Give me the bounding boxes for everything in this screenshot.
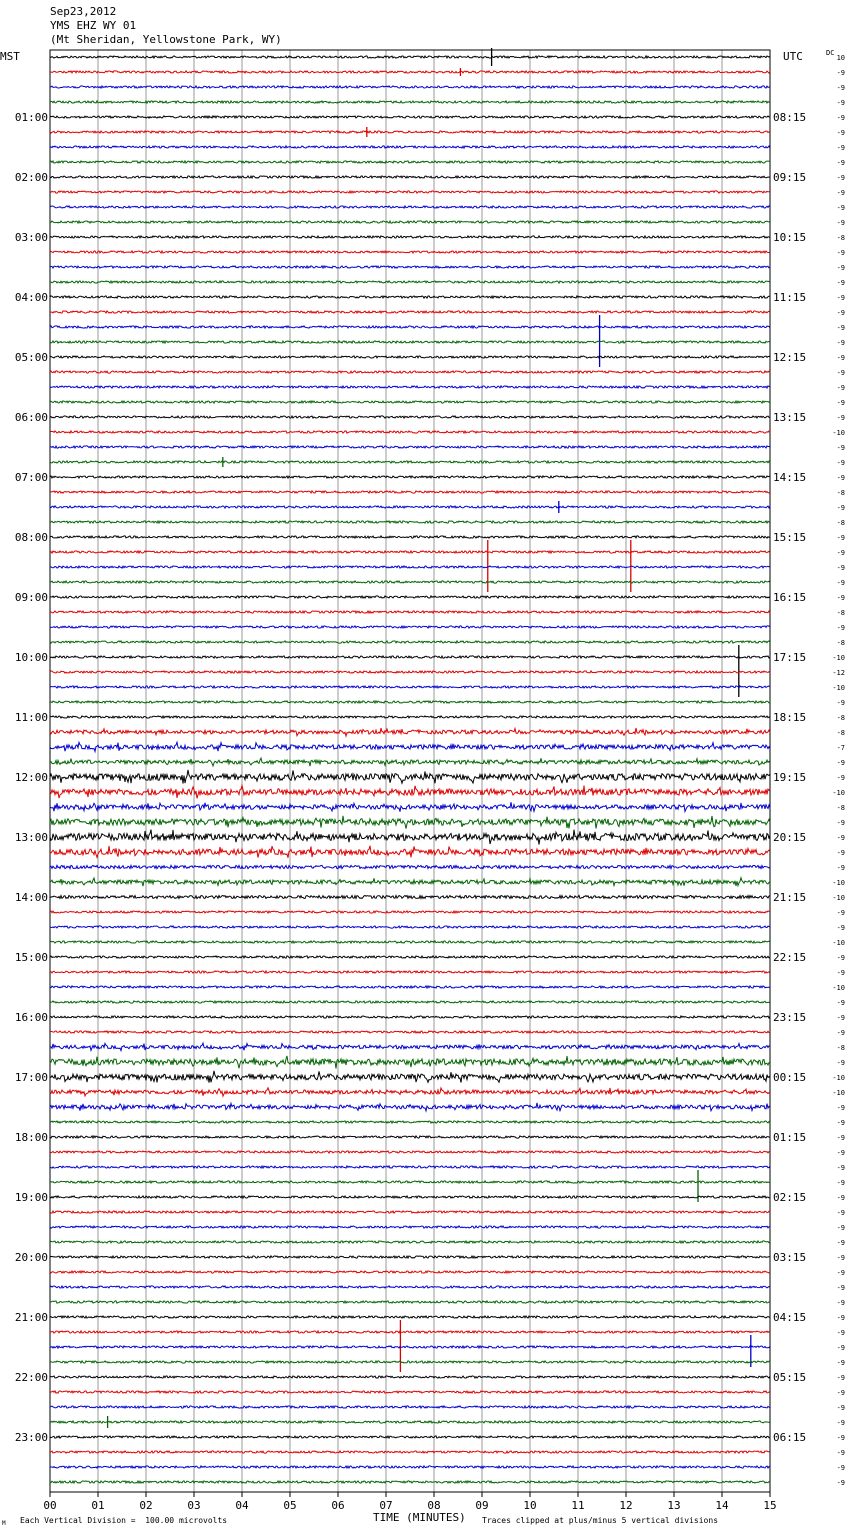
dc-offset-46: -7 [836,744,845,752]
x-tick-label-9: 09 [475,1499,489,1512]
trace-row-81 [50,1271,770,1273]
dc-offset-27: -9 [836,459,845,467]
utc-hour-label-7: 14:15 [773,471,807,484]
x-tick-label-10: 10 [523,1499,537,1512]
utc-hour-label-2: 09:15 [773,171,807,184]
dc-offset-20: -9 [836,354,845,362]
mst-hour-label-13: 13:00 [14,831,48,844]
utc-hour-label-1: 08:15 [773,111,807,124]
trace-row-4 [50,116,770,118]
mst-hour-label-16: 16:00 [14,1011,48,1024]
dc-offset-4: -9 [836,114,845,122]
trace-row-6 [50,146,770,148]
dc-offset-55: -10 [832,879,845,887]
dc-offset-56: -10 [832,894,845,902]
dc-offset-24: -9 [836,414,845,422]
dc-offset-49: -10 [832,789,845,797]
dc-offset-29: -8 [836,489,845,497]
trace-row-73 [50,1151,770,1153]
dc-offset-13: -9 [836,249,845,257]
trace-row-54 [50,865,770,868]
trace-row-93 [50,1451,770,1453]
trace-row-27 [50,461,770,463]
trace-row-21 [50,371,770,373]
dc-offset-47: -9 [836,759,845,767]
trace-row-12 [50,236,770,238]
left-timezone-label: MST [0,50,20,63]
dc-offset-5: -9 [836,129,845,137]
dc-offset-90: -9 [836,1404,845,1412]
trace-row-33 [50,551,770,553]
dc-offset-7: -9 [836,159,845,167]
utc-hour-label-18: 01:15 [773,1131,807,1144]
dc-offset-83: -9 [836,1299,845,1307]
trace-row-0 [50,56,770,58]
dc-offset-37: -8 [836,609,845,617]
dc-offset-54: -9 [836,864,845,872]
utc-hour-label-11: 18:15 [773,711,807,724]
utc-hour-label-23: 06:15 [773,1431,807,1444]
utc-hour-label-6: 13:15 [773,411,807,424]
trace-row-74 [50,1166,770,1168]
dc-offset-15: -9 [836,279,845,287]
trace-row-22 [50,386,770,388]
mst-hour-label-23: 23:00 [14,1431,48,1444]
trace-row-16 [50,296,770,298]
trace-row-50 [50,802,770,811]
trace-row-1 [50,71,770,73]
trace-row-69 [50,1088,770,1096]
trace-row-5 [50,131,770,133]
dc-offset-14: -9 [836,264,845,272]
dc-offset-1: -9 [836,69,845,77]
trace-row-94 [50,1466,770,1468]
utc-hour-label-4: 11:15 [773,291,807,304]
dc-offset-70: -9 [836,1104,845,1112]
trace-row-17 [50,311,770,313]
x-tick-label-0: 00 [43,1499,57,1512]
trace-row-92 [50,1436,770,1438]
dc-offset-61: -9 [836,969,845,977]
trace-row-9 [50,191,770,193]
trace-row-76 [50,1196,770,1198]
dc-offset-30: -9 [836,504,845,512]
trace-row-15 [50,281,770,283]
trace-row-24 [50,416,770,418]
mst-hour-label-3: 03:00 [14,231,48,244]
trace-row-44 [50,716,770,718]
mst-hour-label-2: 02:00 [14,171,48,184]
trace-row-20 [50,356,770,358]
dc-offset-43: -9 [836,699,845,707]
mst-hour-label-8: 08:00 [14,531,48,544]
trace-row-39 [50,641,770,643]
trace-row-37 [50,611,770,613]
trace-row-58 [50,926,770,928]
utc-hour-label-12: 19:15 [773,771,807,784]
mst-hour-label-1: 01:00 [14,111,48,124]
dc-offset-69: -10 [832,1089,845,1097]
x-tick-label-3: 03 [187,1499,201,1512]
right-timezone-label: UTC [783,50,803,63]
trace-row-26 [50,446,770,448]
trace-row-51 [50,816,770,829]
x-tick-label-15: 15 [763,1499,777,1512]
dc-offset-72: -9 [836,1134,845,1142]
trace-row-28 [50,476,770,478]
corner-mark: M [2,1520,6,1527]
x-tick-label-12: 12 [619,1499,633,1512]
trace-row-14 [50,266,770,268]
x-tick-label-7: 07 [379,1499,393,1512]
trace-row-47 [50,758,770,766]
mst-hour-label-11: 11:00 [14,711,48,724]
trace-row-86 [50,1346,770,1348]
trace-row-71 [50,1121,770,1123]
x-tick-label-2: 02 [139,1499,153,1512]
mst-hour-label-10: 10:00 [14,651,48,664]
trace-row-11 [50,221,770,223]
trace-row-82 [50,1286,770,1288]
utc-hour-label-14: 21:15 [773,891,807,904]
dc-offset-52: -9 [836,834,845,842]
trace-row-59 [50,941,770,943]
trace-row-95 [50,1481,770,1483]
dc-offset-62: -10 [832,984,845,992]
trace-row-84 [50,1316,770,1318]
header-date: Sep23,2012 [50,5,117,18]
trace-row-48 [50,770,770,784]
dc-offset-82: -9 [836,1284,845,1292]
dc-offset-18: -9 [836,324,845,332]
trace-row-67 [50,1056,770,1069]
dc-offset-95: -9 [836,1479,845,1487]
dc-offset-76: -9 [836,1194,845,1202]
utc-hour-label-21: 04:15 [773,1311,807,1324]
trace-row-36 [50,596,770,598]
mst-hour-label-20: 20:00 [14,1251,48,1264]
dc-offset-60: -9 [836,954,845,962]
trace-row-60 [50,956,770,958]
dc-offset-74: -9 [836,1164,845,1172]
scale-note: Each Vertical Division = 100.00 microvolts [20,1516,228,1525]
dc-offset-21: -9 [836,369,845,377]
trace-row-80 [50,1256,770,1258]
dc-offset-67: -9 [836,1059,845,1067]
trace-row-53 [50,846,770,858]
utc-hour-label-19: 02:15 [773,1191,807,1204]
trace-row-2 [50,86,770,88]
dc-offset-33: -9 [836,549,845,557]
trace-row-83 [50,1301,770,1303]
dc-offset-32: -9 [836,534,845,542]
dc-offset-91: -9 [836,1419,845,1427]
utc-hour-label-5: 12:15 [773,351,807,364]
dc-offset-65: -9 [836,1029,845,1037]
dc-offset-63: -9 [836,999,845,1007]
mst-hour-label-22: 22:00 [14,1371,48,1384]
dc-offset-44: -8 [836,714,845,722]
trace-row-30 [50,506,770,508]
trace-row-79 [50,1241,770,1243]
dc-offset-23: -9 [836,399,845,407]
trace-row-56 [50,896,770,899]
trace-row-57 [50,911,770,913]
dc-offset-57: -9 [836,909,845,917]
dc-offset-64: -9 [836,1014,845,1022]
trace-row-72 [50,1136,770,1138]
x-tick-label-6: 06 [331,1499,345,1512]
dc-offset-71: -9 [836,1119,845,1127]
trace-row-89 [50,1391,770,1393]
dc-offset-34: -9 [836,564,845,572]
dc-offset-38: -9 [836,624,845,632]
x-axis-title: TIME (MINUTES) [373,1511,466,1524]
trace-row-55 [50,878,770,887]
mst-hour-label-12: 12:00 [14,771,48,784]
x-tick-label-11: 11 [571,1499,585,1512]
dc-offset-58: -9 [836,924,845,932]
trace-row-68 [50,1071,770,1083]
dc-offset-80: -9 [836,1254,845,1262]
dc-offset-2: -9 [836,84,845,92]
dc-offset-81: -9 [836,1269,845,1277]
trace-row-88 [50,1376,770,1378]
dc-offset-50: -8 [836,804,845,812]
trace-row-65 [50,1031,770,1033]
trace-row-75 [50,1181,770,1183]
dc-offset-77: -9 [836,1209,845,1217]
x-tick-label-1: 01 [91,1499,105,1512]
dc-offset-40: -10 [832,654,845,662]
trace-row-52 [50,830,770,845]
dc-offset-36: -9 [836,594,845,602]
dc-offset-11: -9 [836,219,845,227]
dc-offset-39: -8 [836,639,845,647]
trace-row-43 [50,701,770,703]
dc-offset-3: -9 [836,99,845,107]
trace-row-87 [50,1361,770,1363]
trace-row-45 [50,728,770,736]
mst-hour-label-19: 19:00 [14,1191,48,1204]
trace-row-38 [50,626,770,628]
trace-row-19 [50,341,770,343]
trace-row-3 [50,101,770,103]
dc-offset-42: -10 [832,684,845,692]
utc-hour-label-17: 00:15 [773,1071,807,1084]
utc-hour-label-15: 22:15 [773,951,807,964]
dc-offset-header: DC [826,49,835,57]
dc-offset-68: -10 [832,1074,845,1082]
mst-hour-label-6: 06:00 [14,411,48,424]
utc-hour-label-10: 17:15 [773,651,807,664]
dc-offset-87: -9 [836,1359,845,1367]
mst-hour-label-15: 15:00 [14,951,48,964]
trace-row-35 [50,581,770,583]
dc-offset-73: -9 [836,1149,845,1157]
dc-offset-78: -9 [836,1224,845,1232]
trace-row-31 [50,521,770,523]
trace-row-63 [50,1001,770,1003]
trace-row-62 [50,986,770,988]
utc-hour-label-16: 23:15 [773,1011,807,1024]
trace-row-64 [50,1016,770,1018]
trace-row-41 [50,671,770,673]
trace-row-34 [50,566,770,568]
trace-row-77 [50,1211,770,1213]
dc-offset-35: -9 [836,579,845,587]
dc-offset-51: -9 [836,819,845,827]
trace-row-46 [50,742,770,751]
utc-hour-label-8: 15:15 [773,531,807,544]
mst-hour-label-14: 14:00 [14,891,48,904]
header-station: YMS EHZ WY 01 [50,19,137,32]
dc-offset-53: -9 [836,849,845,857]
dc-offset-84: -9 [836,1314,845,1322]
dc-offset-66: -8 [836,1044,845,1052]
trace-row-40 [50,656,770,658]
trace-row-42 [50,686,770,688]
header-location: (Mt Sheridan, Yellowstone Park, WY) [50,33,282,46]
x-tick-label-4: 04 [235,1499,249,1512]
dc-offset-41: -12 [832,669,845,677]
dc-offset-8: -9 [836,174,845,182]
dc-offset-0: 10 [836,54,845,62]
trace-row-18 [50,326,770,328]
utc-hour-label-13: 20:15 [773,831,807,844]
dc-offset-10: -9 [836,204,845,212]
dc-offset-59: -10 [832,939,845,947]
utc-hour-label-20: 03:15 [773,1251,807,1264]
dc-offset-9: -9 [836,189,845,197]
trace-row-66 [50,1043,770,1051]
dc-offset-45: -8 [836,729,845,737]
dc-offset-94: -9 [836,1464,845,1472]
dc-offset-19: -9 [836,339,845,347]
trace-row-85 [50,1331,770,1333]
mst-hour-label-9: 09:00 [14,591,48,604]
dc-offset-93: -9 [836,1449,845,1457]
utc-hour-label-3: 10:15 [773,231,807,244]
utc-hour-label-9: 16:15 [773,591,807,604]
dc-offset-12: -8 [836,234,845,242]
x-tick-label-8: 08 [427,1499,441,1512]
dc-offset-79: -9 [836,1239,845,1247]
dc-offset-28: -9 [836,474,845,482]
trace-row-70 [50,1103,770,1111]
x-tick-label-5: 05 [283,1499,297,1512]
trace-row-25 [50,431,770,433]
mst-hour-label-4: 04:00 [14,291,48,304]
mst-hour-label-7: 07:00 [14,471,48,484]
x-tick-label-13: 13 [667,1499,681,1512]
clip-note: Traces clipped at plus/minus 5 vertical divisions [482,1516,719,1525]
dc-offset-6: -9 [836,144,845,152]
trace-row-7 [50,161,770,163]
dc-offset-48: -9 [836,774,845,782]
trace-row-78 [50,1226,770,1228]
dc-offset-89: -9 [836,1389,845,1397]
dc-offset-16: -9 [836,294,845,302]
dc-offset-26: -9 [836,444,845,452]
dc-offset-31: -8 [836,519,845,527]
dc-offset-75: -9 [836,1179,845,1187]
mst-hour-label-5: 05:00 [14,351,48,364]
dc-offset-86: -9 [836,1344,845,1352]
trace-row-90 [50,1406,770,1408]
trace-row-8 [50,176,770,178]
trace-row-49 [50,786,770,799]
trace-row-32 [50,536,770,538]
dc-offset-88: -9 [836,1374,845,1382]
utc-hour-label-22: 05:15 [773,1371,807,1384]
mst-hour-label-21: 21:00 [14,1311,48,1324]
mst-hour-label-17: 17:00 [14,1071,48,1084]
trace-row-91 [50,1421,770,1423]
trace-row-23 [50,401,770,403]
x-tick-label-14: 14 [715,1499,729,1512]
dc-offset-22: -9 [836,384,845,392]
trace-row-10 [50,206,770,208]
trace-row-13 [50,251,770,253]
trace-row-61 [50,971,770,973]
trace-row-29 [50,491,770,493]
dc-offset-85: -9 [836,1329,845,1337]
dc-offset-17: -9 [836,309,845,317]
dc-offset-92: -9 [836,1434,845,1442]
mst-hour-label-18: 18:00 [14,1131,48,1144]
dc-offset-25: -10 [832,429,845,437]
